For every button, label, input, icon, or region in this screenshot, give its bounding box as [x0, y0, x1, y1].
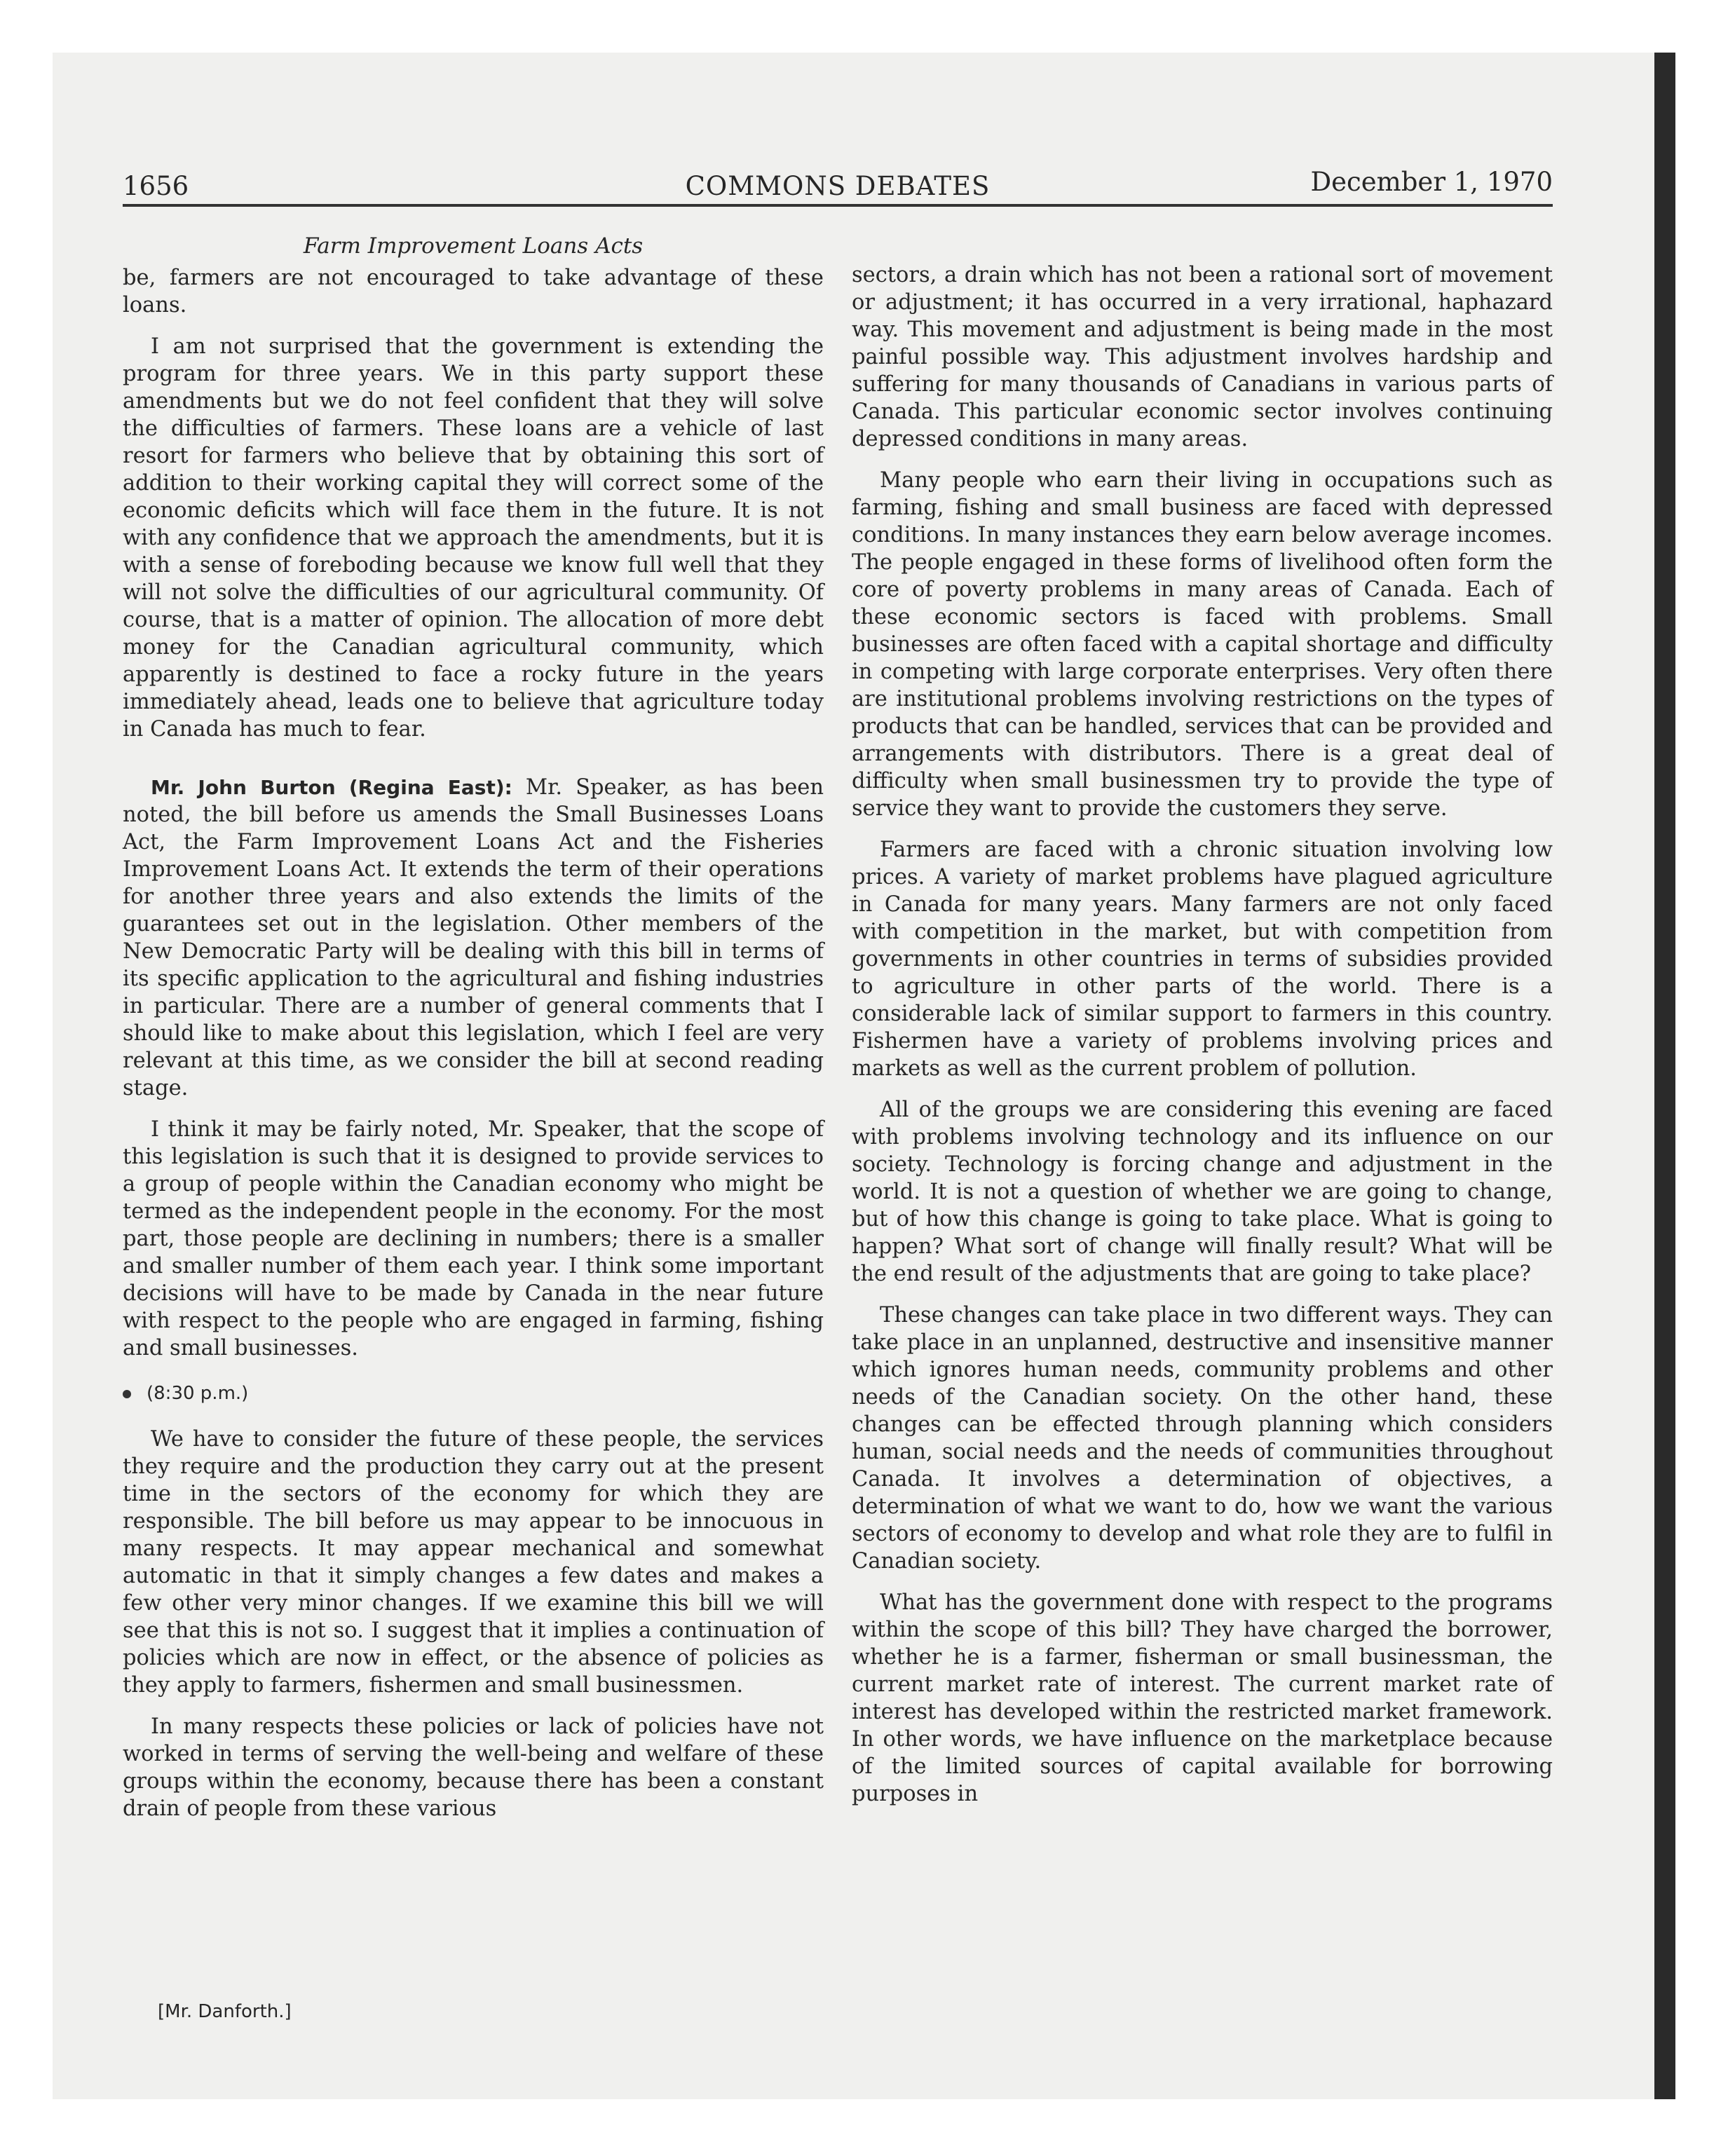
time-mark-text: (8:30 p.m.): [147, 1383, 249, 1404]
left-column: [123, 264, 824, 1836]
right-column: [852, 261, 1553, 1822]
paragraph: We have to consider the future of these people, the services they require and the production they carry out at the present time in the sectors of the economy for which they are responsible. The bill before us may appear to be innocuous in many respects. It may appear mechanical and somewhat automatic in that it simply changes a few dates and makes a few other very minor changes. If we examine this bill we will see that this is not so. I suggest that it implies a continuation of policies which are now in effect, or the absence of policies as they apply to farmers, fishermen and small businessmen.: [123, 1427, 824, 1698]
paragraph: be, farmers are not encouraged to take advantage of these loans.: [123, 266, 824, 318]
issue-date: December 1, 1970: [1310, 167, 1553, 197]
paragraph: Many people who earn their living in occupations such as farming, fishing and small business are faced with depressed conditions. In many instances they earn below average incomes. The people engaged in these forms of livelihood often form the core of poverty problems in many areas of Canada. Each of these economic sectors is faced with problems. Small businesses are often faced with a capital shortage and difficulty in competing with large corporate enterprises. Very often there are institutional problems involving restrictions on the types of products that can be handled, services that can be provided and arrangements with distributors. There is a great deal of difficulty when small businessmen try to provide the type of service they want to provide the customers they serve.: [852, 468, 1553, 821]
bullet-icon: [123, 1390, 131, 1398]
time-marker: [123, 1380, 824, 1407]
running-head: Farm Improvement Loans Acts: [303, 233, 644, 259]
page-number: 1656: [123, 171, 189, 201]
page-header: [123, 158, 1553, 207]
footer-note: [Mr. Danforth.]: [158, 2001, 292, 2022]
paragraph: sectors, a drain which has not been a rational sort of movement or adjustment; it has occurred in a very irrational, haphazard way. This movement and adjustment is being made in the most painful possible way. This adjustment involves hardship and suffering for many thousands of Canadians in various parts of Canada. This particular economic sector involves continuing depressed conditions in many areas.: [852, 263, 1553, 451]
journal-title: COMMONS DEBATES: [685, 171, 991, 201]
speech-paragraph: [123, 774, 824, 1102]
speech-text: Mr. Speaker, as has been noted, the bill before us amends the Small Businesses Loans Act, the Farm Improvement Loans Act and the Fisheries Improvement Loans Act. It extends the term of their operations for another three years and also extends the limits of the guarantees set out in the legislation. Other members of the New Democratic Party will be dealing with this bill in terms of its specific application to the agricultural and fishing industries in particular. There are a number of general comments that I should like to make about this legislation, which I feel are very relevant at this time, as we consider the bill at second reading stage.: [123, 775, 824, 1100]
paragraph: All of the groups we are considering this evening are faced with problems involving technology and its influence on our society. Technology is forcing change and adjustment in the world. It is not a question of whether we are going to change, but of how this change is going to take place. What is going to happen? What sort of change will finally result? What will be the end result of the adjustments that are going to take place?: [852, 1098, 1553, 1286]
paragraph: In many respects these policies or lack of policies have not worked in terms of serving the well-being and welfare of these groups within the economy, because there has been a constant drain of people from these various: [123, 1714, 824, 1821]
document-page: [53, 53, 1654, 2099]
paragraph: I think it may be fairly noted, Mr. Speaker, that the scope of this legislation is such that it is designed to provide services to a group of people within the Canadian economy who might be termed as the independent people in the economy. For the most part, those people are declining in numbers; there is a smaller and smaller number of them each year. I think some important decisions will have to be made by Canada in the near future with respect to the people who are engaged in farming, fishing and small businesses.: [123, 1117, 824, 1360]
speaker-name: Mr. John Burton (Regina East):: [151, 776, 512, 799]
paragraph: I am not surprised that the government is extending the program for three years. We in this party support these amendments but we do not feel confident that they will solve the difficulties of farmers. These loans are a vehicle of last resort for farmers who believe that by obtaining this sort of addition to their working capital they will correct some of the economic deficits which will face them in the future. It is not with any confidence that we approach the amendments, but it is with a sense of foreboding because we know full well that they will not solve the difficulties of our agricultural community. Of course, that is a matter of opinion. The allocation of more debt money for the Canadian agricultural community, which apparently is destined to face a rocky future in the years immediately ahead, leads one to believe that agriculture today in Canada has much to fear.: [123, 334, 824, 742]
paragraph: What has the government done with respect to the programs within the scope of this bill? They have charged the borrower, whether he is a farmer, fisherman or small businessman, the current market rate of interest. The current market rate of interest has developed within the restricted market framework. In other words, we have influence on the marketplace because of the limited sources of capital available for borrowing purposes in: [852, 1590, 1553, 1806]
paragraph: These changes can take place in two different ways. They can take place in an unplanned, destructive and insensitive manner which ignores human needs, community problems and other needs of the Canadian society. On the other hand, these changes can be effected through planning which considers human, social needs and the needs of communities throughout Canada. It involves a determination of objectives, a determination of what we want to do, how we want the various sectors of economy to develop and what role they are to fulfil in Canadian society.: [852, 1303, 1553, 1574]
paragraph: Farmers are faced with a chronic situation involving low prices. A variety of market problems have plagued agriculture in Canada for many years. Many farmers are not only faced with competition in the market, but with competition from governments in other countries in terms of subsidies provided to agriculture in other parts of the world. There is a considerable lack of similar support to farmers in this country. Fishermen have a variety of problems involving prices and markets as well as the current problem of pollution.: [852, 838, 1553, 1081]
scan-edge-shadow: [1654, 53, 1675, 2099]
